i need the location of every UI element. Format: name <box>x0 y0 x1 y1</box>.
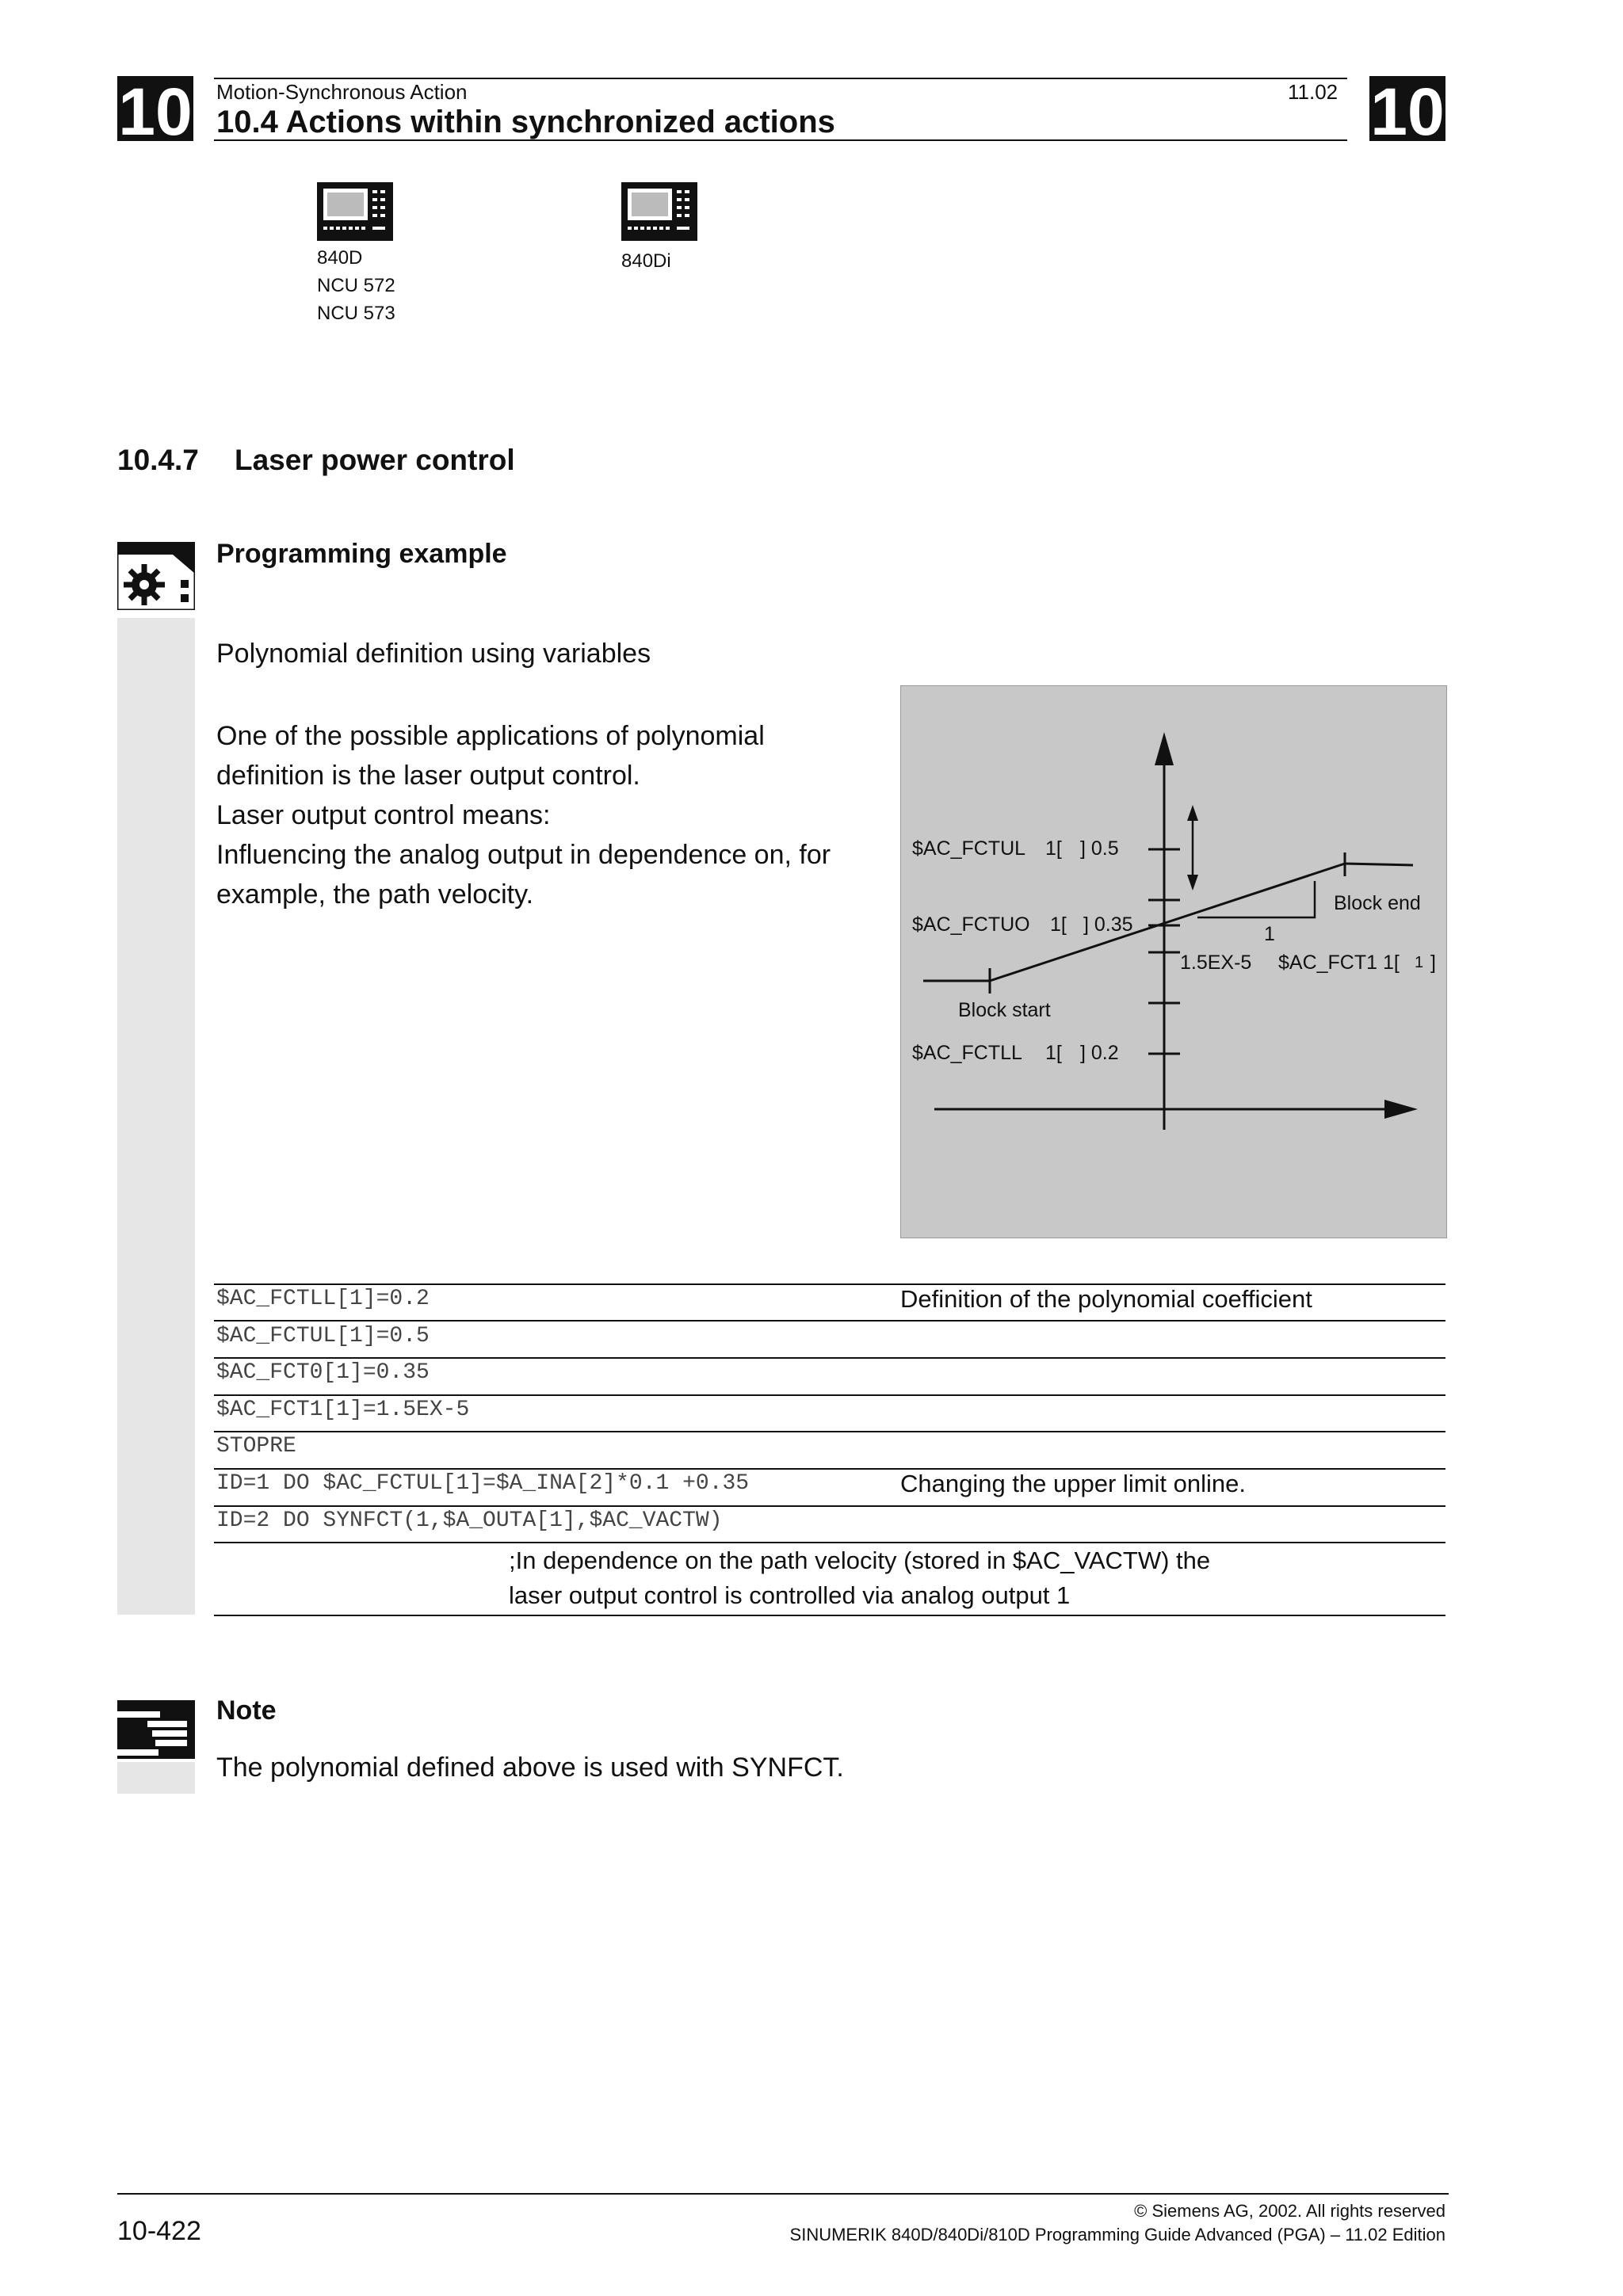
label-fctll-index: 1[ <box>1045 1042 1062 1064</box>
polynomial-diagram <box>900 685 1447 1238</box>
label-fcto: $AC_FCTUO <box>912 913 1030 936</box>
code-line: ID=2 DO SYNFCT(1,$A_OUTA[1],$AC_VACTW) <box>216 1508 723 1533</box>
code-line: $AC_FCT0[1]=0.35 <box>216 1360 430 1385</box>
control-label-840di: 840Di <box>621 250 671 272</box>
version-label: 11.02 <box>1288 80 1338 104</box>
code-comment: Definition of the polynomial coefficient <box>900 1285 1312 1313</box>
control-panel-icon <box>317 182 393 241</box>
label-fctul-index: 1[ <box>1045 837 1062 860</box>
note-heading: Note <box>216 1695 277 1726</box>
header-top-rule <box>214 78 1347 79</box>
section-title: 10.4 Actions within synchronized actions <box>216 105 835 139</box>
example-heading: Programming example <box>216 539 507 569</box>
label-fct1-index: 1 <box>1415 954 1424 971</box>
footer-doc-title: SINUMERIK 840D/840Di/810D Programming Guide Advanced (PGA) – 11.02 Edition <box>789 2225 1445 2245</box>
label-fct1: $AC_FCT1 1[ <box>1278 952 1400 974</box>
label-fctll-value: ] 0.2 <box>1080 1042 1119 1064</box>
code-line: ID=1 DO $AC_FCTUL[1]=$A_INA[2]*0.1 +0.35 <box>216 1471 750 1496</box>
table-rule <box>214 1615 1445 1616</box>
footer-rule <box>117 2193 1449 2195</box>
note-text: The polynomial defined above is used with SYNFCT. <box>216 1753 844 1783</box>
label-block-end: Block end <box>1334 892 1421 914</box>
note-hand-icon <box>117 1700 195 1759</box>
chapter-number-right: 10 <box>1370 74 1445 149</box>
label-fctll: $AC_FCTLL <box>912 1042 1022 1064</box>
table-rule <box>214 1357 1445 1359</box>
slope-triangle <box>1197 881 1315 917</box>
control-label-840d: 840D NCU 572 NCU 573 <box>317 247 395 324</box>
label-fctul: $AC_FCTUL <box>912 837 1026 860</box>
label-fctul-value: ] 0.5 <box>1080 837 1119 860</box>
page-number: 10-422 <box>117 2216 201 2246</box>
code-line: $AC_FCTLL[1]=0.2 <box>216 1287 430 1311</box>
trailing-comment: ;In dependence on the path velocity (stored in $AC_VACTW) the laser output control is controlled via analog output 1 <box>509 1547 1211 1609</box>
table-rule <box>214 1320 1445 1322</box>
table-rule <box>214 1394 1445 1396</box>
label-slope-one: 1 <box>1264 923 1275 945</box>
table-rule <box>214 1505 1445 1507</box>
example-paragraph: One of the possible applications of polynomial definition is the laser output control. Laser output control means: Influencing the analog output in dependence on, for example, the path velocity. <box>216 721 831 910</box>
table-rule <box>214 1468 1445 1470</box>
chapter-number-left: 10 <box>118 74 193 149</box>
table-rule <box>214 1431 1445 1432</box>
label-fcto-index: 1[ <box>1050 913 1067 936</box>
characteristic-right <box>1345 864 1413 865</box>
note-margin-bar <box>117 1762 195 1794</box>
label-fct1-close: ] <box>1430 952 1436 974</box>
label-slope-value: 1.5EX-5 <box>1180 952 1252 974</box>
example-margin-bar <box>117 618 195 1615</box>
programming-example-icon <box>117 542 195 610</box>
code-comment: Changing the upper limit online. <box>900 1470 1246 1497</box>
code-line: STOPRE <box>216 1434 296 1459</box>
control-panel-icon <box>621 182 697 241</box>
x-axis-arrow <box>1384 1100 1418 1119</box>
y-axis-arrow <box>1155 732 1174 765</box>
subsection-title: Laser power control <box>235 444 515 476</box>
section-context: Motion-Synchronous Action <box>216 80 468 104</box>
example-subheading: Polynomial definition using variables <box>216 639 651 669</box>
header-bottom-rule <box>214 139 1347 141</box>
code-line: $AC_FCT1[1]=1.5EX-5 <box>216 1398 470 1422</box>
label-fcto-value: ] 0.35 <box>1083 913 1133 936</box>
footer-copyright: © Siemens AG, 2002. All rights reserved <box>1134 2201 1445 2221</box>
subsection-number: 10.4.7 <box>117 444 199 476</box>
label-block-start: Block start <box>958 999 1051 1021</box>
code-line: $AC_FCTUL[1]=0.5 <box>216 1324 430 1348</box>
